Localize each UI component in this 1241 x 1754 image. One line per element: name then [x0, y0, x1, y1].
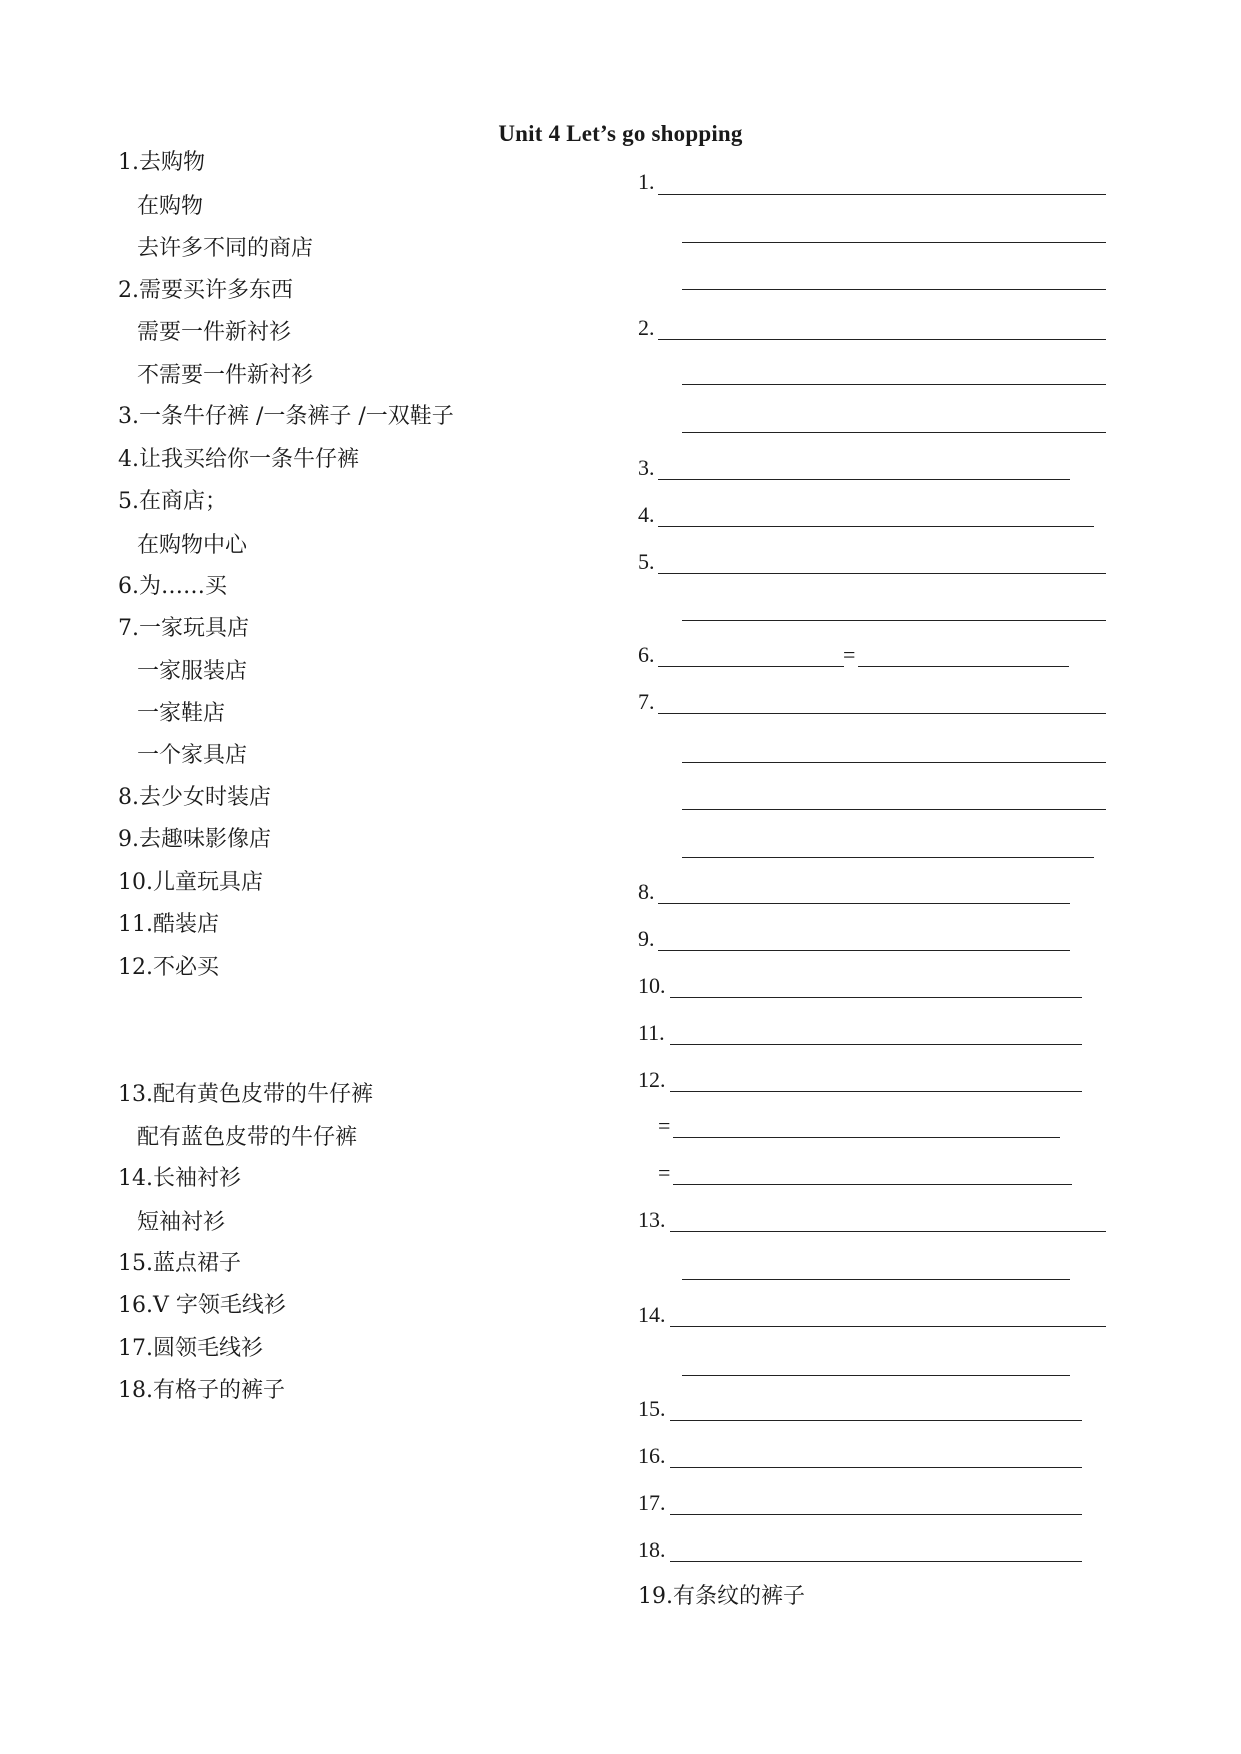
prompt-10: 10.儿童玩具店 [118, 870, 263, 895]
prompt-7: 7.一家玩具店 [118, 616, 249, 641]
equals-sign-12a: = [658, 1113, 671, 1138]
answer-blank-7d[interactable] [682, 857, 1094, 858]
answer-number-5: 5. [638, 549, 655, 574]
answer-blank-14b[interactable] [682, 1375, 1070, 1376]
prompt-5: 5.在商店； [118, 489, 227, 514]
answer-blank-2[interactable] [658, 339, 1106, 340]
answer-blank-2b[interactable] [682, 384, 1106, 385]
prompt-7d: 一个家具店 [137, 743, 248, 768]
prompt-13b: 配有蓝色皮带的牛仔裤 [137, 1125, 358, 1150]
prompt-4: 4.让我买给你一条牛仔裤 [118, 447, 359, 472]
answer-blank-18[interactable] [670, 1561, 1082, 1562]
answer-number-12: 12. [638, 1067, 666, 1092]
prompt-1: 1.去购物 [118, 150, 205, 175]
answer-number-7: 7. [638, 689, 655, 714]
prompt-2c: 不需要一件新衬衫 [137, 363, 314, 388]
answer-number-8: 8. [638, 879, 655, 904]
answer-blank-12c[interactable] [673, 1184, 1072, 1185]
prompt-7b: 一家服装店 [137, 659, 248, 684]
prompt-1b: 在购物 [137, 194, 204, 219]
prompt-13: 13.配有黄色皮带的牛仔裤 [118, 1082, 373, 1107]
answer-blank-13b[interactable] [682, 1279, 1070, 1280]
answer-blank-12[interactable] [670, 1091, 1082, 1092]
answer-number-6: 6. [638, 642, 655, 667]
answer-blank-11[interactable] [670, 1044, 1082, 1045]
prompt-14b: 短袖衬衫 [137, 1210, 226, 1235]
equals-sign-6: = [843, 642, 856, 667]
page-title: Unit 4 Let’s go shopping [498, 121, 743, 146]
answer-number-9: 9. [638, 926, 655, 951]
prompt-9: 9.去趣味影像店 [118, 827, 271, 852]
answer-blank-13[interactable] [670, 1231, 1106, 1232]
answer-blank-7b[interactable] [682, 762, 1106, 763]
prompt-2b: 需要一件新衬衫 [137, 320, 292, 345]
answer-blank-1c[interactable] [682, 289, 1106, 290]
prompt-2: 2.需要买许多东西 [118, 278, 293, 303]
answer-number-16: 16. [638, 1443, 666, 1468]
answer-number-14: 14. [638, 1302, 666, 1327]
answer-number-4: 4. [638, 502, 655, 527]
prompt-16: 16.V 字领毛线衫 [118, 1293, 286, 1318]
answer-blank-12b[interactable] [673, 1137, 1060, 1138]
prompt-7c: 一家鞋店 [137, 701, 226, 726]
answer-blank-7[interactable] [658, 713, 1106, 714]
prompt-6: 6.为……买 [118, 574, 227, 599]
answer-blank-8[interactable] [658, 903, 1070, 904]
answer-blank-9[interactable] [658, 950, 1070, 951]
prompt-5b: 在购物中心 [137, 533, 248, 558]
answer-blank-4[interactable] [658, 526, 1094, 527]
answer-blank-10[interactable] [670, 997, 1082, 998]
answer-number-17: 17. [638, 1490, 666, 1515]
answer-blank-16[interactable] [670, 1467, 1082, 1468]
prompt-19: 19.有条纹的裤子 [638, 1584, 805, 1609]
answer-blank-1[interactable] [658, 194, 1106, 195]
prompt-1c: 去许多不同的商店 [137, 236, 314, 261]
answer-blank-17[interactable] [670, 1514, 1082, 1515]
answer-blank-14[interactable] [670, 1326, 1106, 1327]
answer-blank-5[interactable] [658, 573, 1106, 574]
answer-blank-7c[interactable] [682, 809, 1106, 810]
answer-number-2: 2. [638, 315, 655, 340]
answer-number-3: 3. [638, 455, 655, 480]
prompt-15: 15.蓝点裙子 [118, 1251, 241, 1276]
answer-number-10: 10. [638, 973, 666, 998]
answer-blank-1b[interactable] [682, 242, 1106, 243]
answer-blank-15[interactable] [670, 1420, 1082, 1421]
answer-blank-5b[interactable] [682, 620, 1106, 621]
prompt-18: 18.有格子的裤子 [118, 1378, 285, 1403]
prompt-3: 3.一条牛仔裤 /一条裤子 /一双鞋子 [118, 404, 454, 429]
answer-blank-2c[interactable] [682, 432, 1106, 433]
prompt-8: 8.去少女时装店 [118, 785, 271, 810]
prompt-11: 11.酷装店 [118, 912, 219, 937]
answer-blank-3[interactable] [658, 479, 1070, 480]
answer-number-1: 1. [638, 169, 655, 194]
answer-blank-6a[interactable] [658, 666, 844, 667]
answer-number-13: 13. [638, 1207, 666, 1232]
answer-number-18: 18. [638, 1537, 666, 1562]
answer-number-15: 15. [638, 1396, 666, 1421]
prompt-12: 12.不必买 [118, 955, 219, 980]
prompt-17: 17.圆领毛线衫 [118, 1336, 263, 1361]
answer-blank-6b[interactable] [858, 666, 1069, 667]
equals-sign-12b: = [658, 1160, 671, 1185]
prompt-14: 14.长袖衬衫 [118, 1166, 241, 1191]
answer-number-11: 11. [638, 1020, 665, 1045]
